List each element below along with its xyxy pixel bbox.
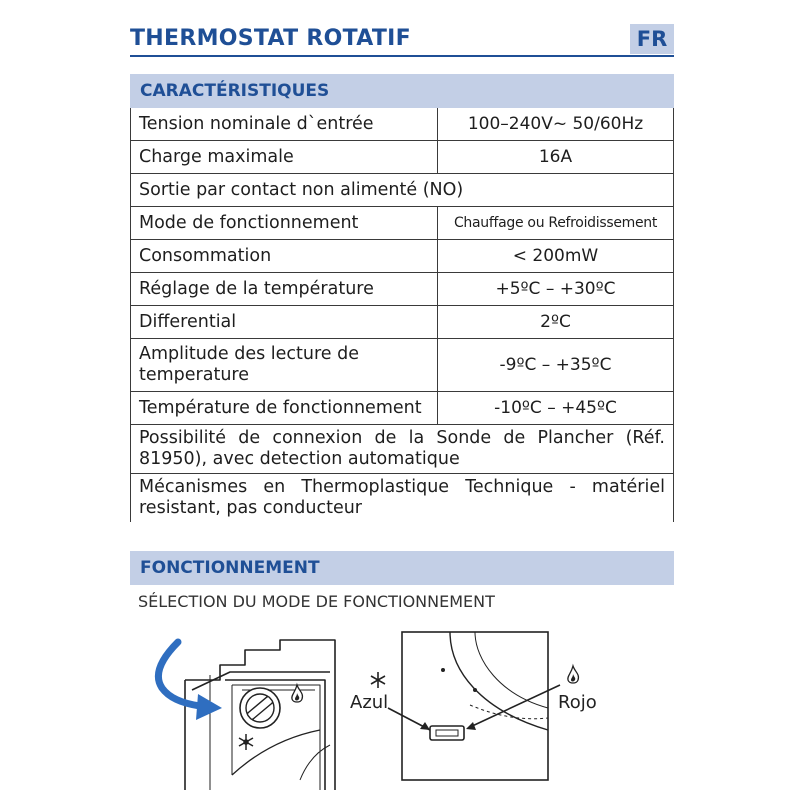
table-row	[131, 392, 674, 425]
table-row	[131, 306, 674, 339]
specs-table	[130, 108, 674, 522]
spec-label: Amplitude des lecture de temperature	[131, 339, 438, 392]
snowflake-icon	[371, 672, 385, 688]
spec-value: 16A	[438, 141, 674, 174]
spec-value: Chauffage ou Refroidissement	[438, 207, 674, 240]
spec-value: -10ºC – +45ºC	[438, 392, 674, 425]
language-badge: FR	[630, 24, 674, 54]
indicator-dot	[473, 688, 477, 692]
snowflake-icon	[239, 734, 253, 750]
table-row	[131, 474, 674, 523]
section-header-operation: FONCTIONNEMENT	[130, 551, 674, 585]
flame-icon	[568, 666, 579, 683]
spec-label: Température de fonctionnement	[131, 392, 438, 425]
section-subtitle: SÉLECTION DU MODE DE FONCTIONNEMENT	[138, 592, 495, 611]
spec-value: -9ºC – +35ºC	[438, 339, 674, 392]
title-divider	[130, 55, 674, 57]
section-header-specs: CARACTÉRISTIQUES	[130, 74, 674, 108]
spec-value: 2ºC	[438, 306, 674, 339]
table-row	[131, 240, 674, 273]
spec-label: Tension nominale d`entrée	[131, 108, 438, 141]
label-cold: Azul	[350, 692, 389, 713]
spec-value: < 200mW	[438, 240, 674, 273]
table-row	[131, 174, 674, 207]
selector-knob	[240, 688, 280, 728]
spec-label: Mode de fonctionnement	[131, 207, 438, 240]
spec-value: +5ºC – +30ºC	[438, 273, 674, 306]
table-row	[131, 108, 674, 141]
pointer-line	[468, 685, 560, 728]
table-row	[131, 425, 674, 474]
table-row	[131, 141, 674, 174]
spec-label: Réglage de la température	[131, 273, 438, 306]
spec-note: Mécanismes en Thermoplastique Technique - matériel resistant, pas conducteur	[131, 474, 674, 523]
table-row	[131, 273, 674, 306]
spec-value: 100–240V~ 50/60Hz	[438, 108, 674, 141]
spec-label: Differential	[131, 306, 438, 339]
mode-selector-illustration	[150, 630, 340, 790]
indicator-dot	[441, 668, 445, 672]
table-row	[131, 339, 674, 392]
spec-note: Sortie par contact non alimenté (NO)	[131, 174, 674, 207]
mode-switch	[430, 726, 464, 740]
spec-note: Possibilité de connexion de la Sonde de Plancher (Réf. 81950), avec detection automatique	[131, 425, 674, 474]
spec-label: Consommation	[131, 240, 438, 273]
page-title: THERMOSTAT ROTATIF	[130, 26, 411, 51]
flame-icon	[292, 685, 303, 702]
label-hot: Rojo	[558, 692, 597, 713]
table-row	[131, 207, 674, 240]
spec-label: Charge maximale	[131, 141, 438, 174]
